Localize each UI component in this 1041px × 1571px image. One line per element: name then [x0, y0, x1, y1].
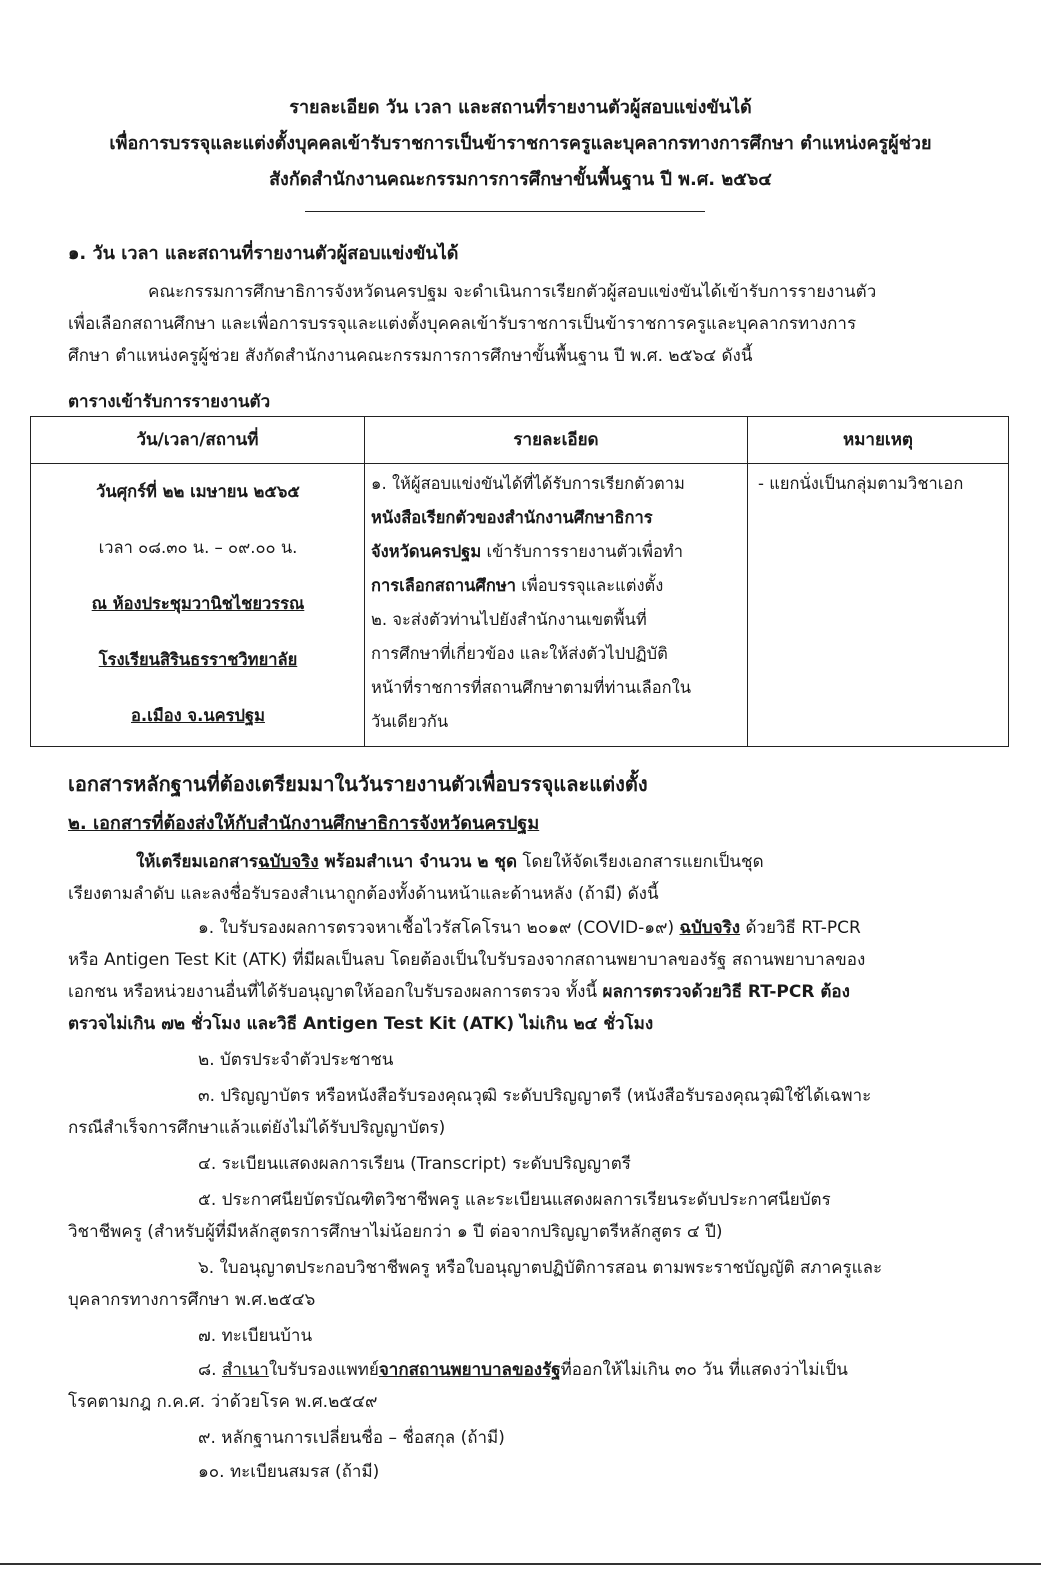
- detail-line1: ๑. ให้ผู้สอบแข่งขันได้ที่ได้รับการเรียกตัวตาม: [371, 474, 685, 493]
- item8-num: ๘.: [198, 1360, 222, 1380]
- intro-original: ฉบับจริง: [258, 852, 319, 872]
- item3-line1: ๓. ปริญญาบัตร หรือหนังสือรับรองคุณวุฒิ ระดับปริญญาตรี (หนังสือรับรองคุณวุฒิใช้ได้เฉพาะ: [198, 1086, 872, 1106]
- item8-rest: ที่ออกให้ไม่เกิน ๓๐ วัน ที่แสดงว่าไม่เป็น: [560, 1360, 848, 1380]
- docs-intro-line1: [136, 846, 764, 878]
- section2-heading: ๒. เอกสารที่ต้องส่งให้กับสำนักงานศึกษาธิการจังหวัดนครปฐม: [68, 813, 540, 834]
- detail-select-school: การเลือกสถานศึกษา: [371, 576, 516, 595]
- section1-para-line2: เพื่อเลือกสถานศึกษา และเพื่อการบรรจุและแต่งตั้งบุคคลเข้ารับราชการเป็นข้าราชการครูและบุคลากรทางการ: [68, 314, 857, 334]
- item8-cert: ใบรับรองแพทย์: [268, 1360, 379, 1380]
- cell-detail: [365, 464, 748, 747]
- item7: ๗. ทะเบียนบ้าน: [198, 1326, 313, 1346]
- detail-line5: ๒. จะส่งตัวท่านไปยังสำนักงานเขตพื้นที่: [371, 610, 647, 629]
- report-place-district: อ.เมือง จ.นครปฐม: [131, 706, 265, 725]
- item9: ๙. หลักฐานการเปลี่ยนชื่อ – ชื่อสกุล (ถ้ามี): [198, 1428, 505, 1448]
- item1-method: ด้วยวิธี RT-PCR: [740, 918, 861, 938]
- col-header-detail: รายละเอียด: [365, 417, 748, 464]
- report-place-school: โรงเรียนสิรินธรราชวิทยาลัย: [98, 650, 298, 669]
- docs-heading: เอกสารหลักฐานที่ต้องเตรียมมาในวันรายงานตัวเพื่อบรรจุและแต่งตั้ง: [68, 772, 648, 796]
- section1-para-line3: ศึกษา ตำแหน่งครูผู้ช่วย สังกัดสำนักงานคณะกรรมการการศึกษาขั้นพื้นฐาน ปี พ.ศ. ๒๕๖๔ ดังนี้: [68, 346, 753, 366]
- detail-line6: การศึกษาที่เกี่ยวข้อง และให้ส่งตัวไปปฏิบัติ: [371, 644, 668, 663]
- section1-para-line1: คณะกรรมการศึกษาธิการจังหวัดนครปฐม จะดำเนินการเรียกตัวผู้สอบแข่งขันได้เข้ารับการรายงานตัว: [148, 282, 877, 302]
- detail-line4: [371, 570, 663, 602]
- item6-line1: ๖. ใบอนุญาตประกอบวิชาชีพครู หรือใบอนุญาตปฏิบัติการสอน ตามพระราชบัญญัติ สภาครูและ: [198, 1258, 883, 1278]
- intro-arrange: โดยให้จัดเรียงเอกสารแยกเป็นชุด: [517, 852, 764, 872]
- item1-line2: หรือ Antigen Test Kit (ATK) ที่มีผลเป็นลบ โดยต้องเป็นใบรับรองจากสถานพยาบาลของรัฐ สถานพยาบาลของ: [68, 950, 866, 970]
- item8-state-hospital: จากสถานพยาบาลของรัฐ: [378, 1360, 561, 1380]
- doc-title-line3: สังกัดสำนักงานคณะกรรมการการศึกษาขั้นพื้นฐาน ปี พ.ศ. ๒๕๖๔: [269, 169, 772, 190]
- report-time: เวลา ๐๘.๓๐ น. – ๐๙.๐๐ น.: [98, 538, 298, 557]
- item5-line2: วิชาชีพครู (สำหรับผู้ที่มีหลักสูตรการศึกษาไม่น้อยกว่า ๑ ปี ต่อจากปริญญาตรีหลักสูตร ๔ ปี): [68, 1222, 723, 1242]
- table-row: [31, 464, 1009, 747]
- item1-text: ๑. ใบรับรองผลการตรวจหาเชื้อไวรัสโคโรนา ๒๐๑๙ (COVID-๑๙): [198, 918, 680, 938]
- detail-line3-rest: เข้ารับการรายงานตัวเพื่อทำ: [481, 542, 684, 561]
- detail-line3: [371, 536, 683, 568]
- intro-copies: พร้อมสำเนา จำนวน ๒ ชุด: [318, 852, 517, 872]
- item1-original: ฉบับจริง: [679, 918, 741, 938]
- report-date: วันศุกร์ที่ ๒๒ เมษายน ๒๕๖๕: [96, 482, 300, 501]
- doc-title-line2: เพื่อการบรรจุและแต่งตั้งบุคคลเข้ารับราชการเป็นข้าราชการครูและบุคลากรทางการศึกษา ตำแหน่งครูผู้ช่วย: [109, 133, 932, 154]
- table-header-row: [31, 417, 1009, 464]
- item4: ๔. ระเบียนแสดงผลการเรียน (Transcript) ระดับปริญญาตรี: [198, 1154, 631, 1174]
- item2: ๒. บัตรประจำตัวประชาชน: [198, 1050, 394, 1070]
- remark-text: - แยกนั่งเป็นกลุ่มตามวิชาเอก: [758, 474, 964, 493]
- title-divider: [305, 211, 705, 212]
- schedule-table: [30, 416, 1009, 747]
- detail-line4-rest: เพื่อบรรจุและแต่งตั้ง: [515, 576, 664, 595]
- detail-line7: หน้าที่ราชการที่สถานศึกษาตามที่ท่านเลือกใน: [371, 678, 691, 697]
- report-place-room: ณ ห้องประชุมวานิชไชยวรรณ: [91, 594, 305, 613]
- intro-prepare: ให้เตรียมเอกสาร: [136, 852, 259, 872]
- item8-copy: สำเนา: [221, 1360, 269, 1380]
- item1-line1: [198, 912, 861, 944]
- cell-remark: [748, 464, 1009, 747]
- section1-heading: ๑. วัน เวลา และสถานที่รายงานตัวผู้สอบแข่งขันได้: [68, 243, 459, 264]
- item1-rtpcr: ผลการตรวจด้วยวิธี RT-PCR ต้อง: [602, 982, 850, 1002]
- item1-line3-text: เอกชน หรือหน่วยงานอื่นที่ได้รับอนุญาตให้ออกใบรับรองผลการตรวจ ทั้งนี้: [68, 982, 603, 1002]
- item1-line3: [68, 976, 850, 1008]
- item8-line2: โรคตามกฎ ก.ค.ศ. ว่าด้วยโรค พ.ศ.๒๕๔๙: [68, 1392, 378, 1412]
- detail-line2: หนังสือเรียกตัวของสำนักงานศึกษาธิการ: [371, 508, 653, 527]
- item10: ๑๐. ทะเบียนสมรส (ถ้ามี): [198, 1462, 380, 1482]
- item8-line1: [198, 1354, 848, 1386]
- item1-line4: ตรวจไม่เกิน ๗๒ ชั่วโมง และวิธี Antigen Test Kit (ATK) ไม่เกิน ๒๔ ชั่วโมง: [68, 1014, 654, 1034]
- page-bottom-edge: [0, 1563, 1041, 1565]
- detail-province: จังหวัดนครปฐม: [371, 542, 482, 561]
- detail-line8: วันเดียวกัน: [371, 712, 449, 731]
- item6-line2: บุคลากรทางการศึกษา พ.ศ.๒๕๔๖: [68, 1290, 316, 1310]
- cell-when: [31, 464, 365, 747]
- item3-line2: กรณีสำเร็จการศึกษาแล้วแต่ยังไม่ได้รับปริญญาบัตร): [68, 1118, 446, 1138]
- docs-intro-line2: เรียงตามลำดับ และลงชื่อรับรองสำเนาถูกต้องทั้งด้านหน้าและด้านหลัง (ถ้ามี) ดังนี้: [68, 884, 659, 904]
- doc-title-line1: รายละเอียด วัน เวลา และสถานที่รายงานตัวผู้สอบแข่งขันได้: [289, 97, 752, 118]
- col-header-when: วัน/เวลา/สถานที่: [31, 417, 365, 464]
- col-header-remark: หมายเหตุ: [748, 417, 1009, 464]
- item5-line1: ๕. ประกาศนียบัตรบัณฑิตวิชาชีพครู และระเบียนแสดงผลการเรียนระดับประกาศนียบัตร: [198, 1190, 831, 1210]
- table-caption: ตารางเข้ารับการรายงานตัว: [68, 392, 271, 412]
